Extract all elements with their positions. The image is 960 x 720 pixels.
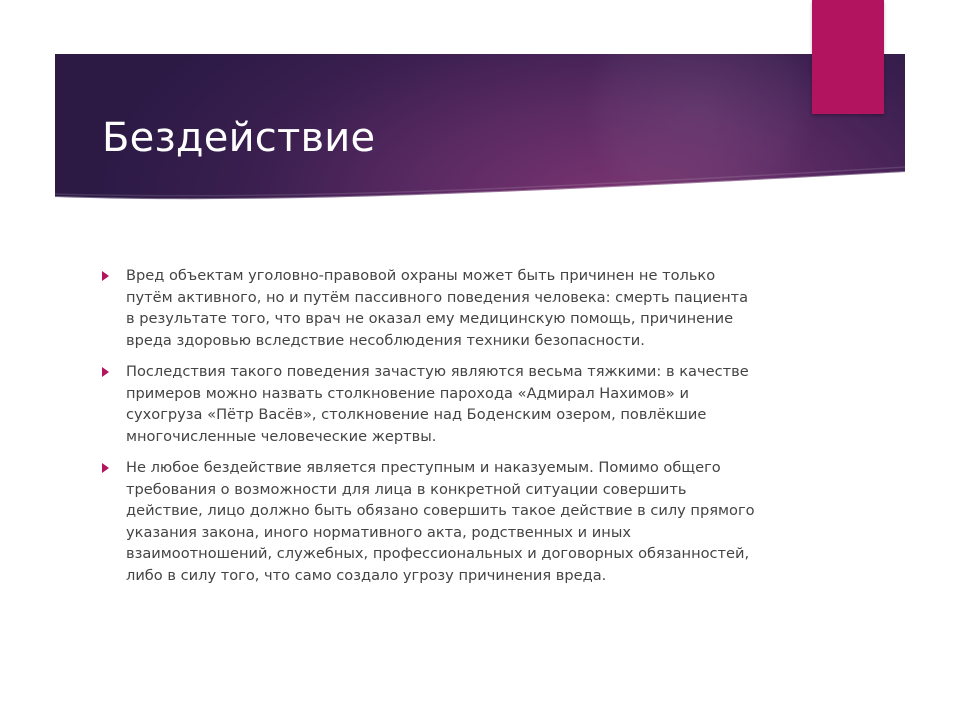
bullet-list bbox=[100, 265, 760, 596]
bullet-text: Не любое бездействие является преступным и наказуемым. Помимо общего требования о возможности для лица в конкретной ситуации совершить действие, лицо должно быть обязано совершить такое действие в силу прямого указания закона, иного нормативного акта, родственных и иных взаимоотношений, служебных, профессиональных и договорных обязанностей, либо в силу того, что само создало угрозу причинения вреда. bbox=[126, 459, 755, 584]
triangle-right-icon bbox=[102, 367, 109, 377]
list-item bbox=[100, 265, 760, 351]
bullet-text: Вред объектам уголовно-правовой охраны может быть причинен не только путём активного, но и путём пассивного поведения человека: смерть пациента в результате того, что врач не оказал ему медицинскую помощь, причинение вреда здоровью вследствие несоблюдения техники безопасности. bbox=[126, 267, 749, 349]
triangle-right-icon bbox=[102, 271, 109, 281]
triangle-right-icon bbox=[102, 463, 109, 473]
accent-tab bbox=[812, 0, 884, 114]
slide-title: Бездействие bbox=[102, 115, 376, 161]
list-item bbox=[100, 457, 760, 586]
bullet-text: Последствия такого поведения зачастую являются весьма тяжкими: в качестве примеров можно назвать столкновение парохода «Адмирал Нахимов» и сухогруза «Пётр Васёв», столкновение над Боденским озером, повлёкшие многочисленные человеческие жертвы. bbox=[126, 363, 749, 445]
list-item bbox=[100, 361, 760, 447]
